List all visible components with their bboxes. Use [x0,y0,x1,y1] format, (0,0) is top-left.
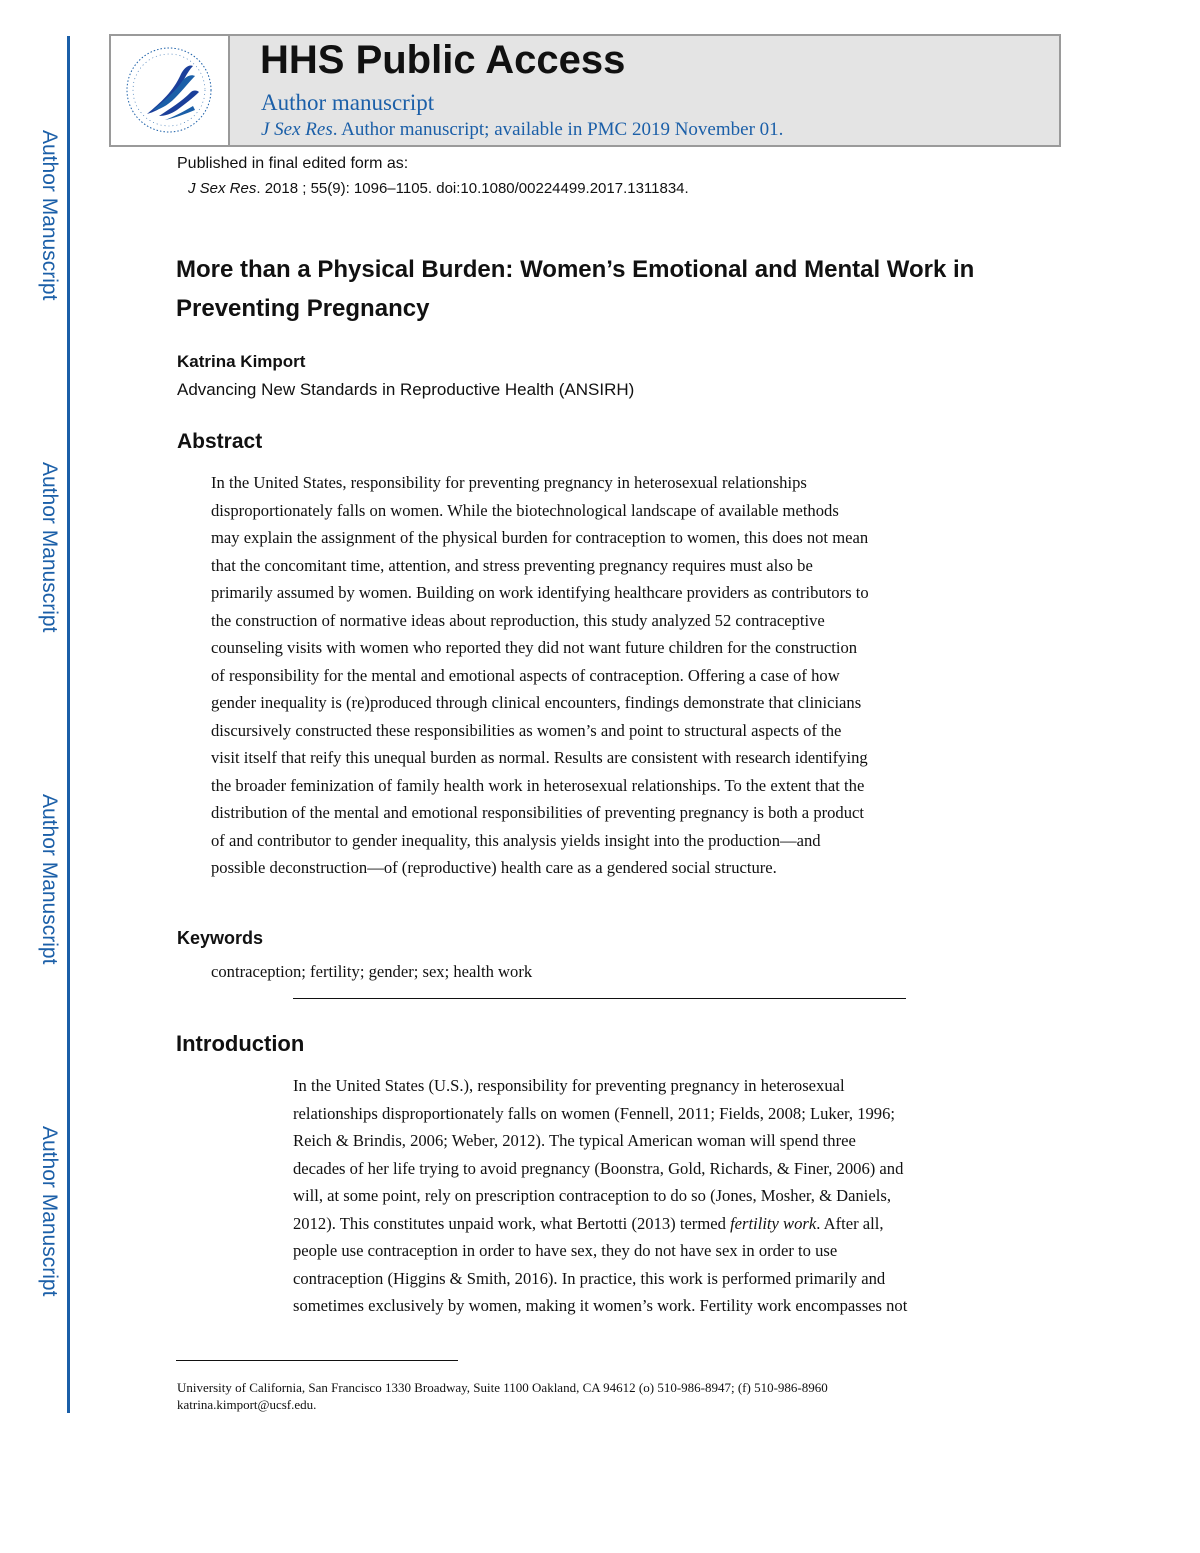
abstract-line: gender inequality is (re)produced through clinical encounters, findings demonstrate that clinicians [211,693,862,712]
intro-line: will, at some point, rely on prescription contraception to do so (Jones, Mosher, & Daniels, [293,1186,891,1205]
abstract-line: visit itself that reify this unequal burden as normal. Results are consistent with research identifying [211,748,868,767]
citation-details: . 2018 ; 55(9): 1096–1105. doi:10.1080/00224499.2017.1311834. [256,180,689,197]
sidebar-label: Author Manuscript [38,794,61,965]
footnote [177,1379,997,1413]
abstract-line: disproportionately falls on women. While the biotechnological landscape of available methods [211,500,839,520]
keywords-list: contraception; fertility; gender; sex; health work [211,962,533,981]
availability-text: . Author manuscript; available in PMC 2019 November 01. [332,119,784,140]
hhs-eagle-seal-icon [121,44,217,136]
sidebar-label: Author Manuscript [38,1126,61,1297]
abstract-line: may explain the assignment of the physical burden for contraception to women, this does not mean [211,528,869,547]
abstract-line: counseling visits with women who reported they did not want future children for the construction [211,638,858,657]
introduction-heading: Introduction [176,1031,305,1056]
abstract-heading: Abstract [177,430,263,453]
published-label: Published in final edited form as: [177,155,409,172]
intro-line: Reich & Brindis, 2006; Weber, 2012). The typical American woman will spend three [293,1131,856,1150]
abstract-line: In the United States, responsibility for preventing pregnancy in heterosexual relationships [211,473,807,492]
abstract-line: possible deconstruction—of (reproductive) health care as a gendered social structure. [211,858,777,877]
author-name: Katrina Kimport [177,352,306,371]
author-affiliation: Advancing New Standards in Reproductive Health (ANSIRH) [177,380,635,399]
intro-text-span: . After all, [816,1213,884,1233]
author-manuscript-label: Author manuscript [261,90,435,115]
abstract-line: that the concomitant time, attention, and stress preventing pregnancy requires must also be [211,555,813,575]
abstract-line: the construction of normative ideas about reproduction, this study analyzed 52 contraceptive [211,610,825,630]
citation [188,180,689,197]
intro-line: contraception (Higgins & Smith, 2016). In practice, this work is performed primarily and [293,1268,886,1288]
abstract-line: discursively constructed these responsibilities as women’s and point to structural aspects of the [211,720,842,740]
footnote-address: University of California, San Francisco 1330 Broadway, Suite 1100 Oakland, CA 94612 (o) 510-986-8947; (f) 510-986-8960 [177,1380,828,1395]
intro-line: decades of her life trying to avoid pregnancy (Boonstra, Gold, Richards, & Finer, 2006) and [293,1158,904,1178]
emphasized-term: fertility work [730,1213,817,1233]
logo-cell [111,36,230,145]
introduction-body [293,1072,1025,1320]
article-title: More than a Physical Burden: Women’s Emotional and Mental Work in Preventing Pregnancy [176,256,975,322]
footnote-email: katrina.kimport@ucsf.edu. [177,1397,317,1412]
intro-line: sometimes exclusively by women, making it women’s work. Fertility work encompasses not [293,1296,908,1315]
keywords-heading: Keywords [177,928,264,948]
hhs-title: HHS Public Access [260,38,626,82]
abstract-line: primarily assumed by women. Building on work identifying healthcare providers as contributors to [211,583,869,602]
intro-line: people use contraception in order to have sex, they do not have sex in order to use [293,1241,838,1260]
sidebar-label: Author Manuscript [38,462,61,633]
footnote-divider [176,1360,458,1361]
abstract-line: distribution of the mental and emotional responsibilities of preventing pregnancy is both a product [211,803,865,822]
sidebar-label: Author Manuscript [38,130,61,301]
citation-journal: J Sex Res [188,180,257,197]
abstract-line: of responsibility for the mental and emotional aspects of contraception. Offering a case of how [211,665,840,685]
section-divider [293,998,906,999]
intro-text-span: 2012). This constitutes unpaid work, what Bertotti (2013) termed [293,1213,731,1233]
abstract-body [211,469,991,882]
intro-line: relationships disproportionately falls on women (Fennell, 2011; Fields, 2008; Luker, 1996; [293,1103,896,1123]
abstract-line: the broader feminization of family health work in heterosexual relationships. To the extent that the [211,775,865,795]
journal-abbrev: J Sex Res [261,119,333,140]
intro-line: In the United States (U.S.), responsibility for preventing pregnancy in heterosexual [293,1076,845,1095]
intro-line [293,1210,1025,1238]
pmc-availability-line [261,119,783,141]
abstract-line: of and contributor to gender inequality, this analysis yields insight into the production—and [211,830,821,850]
hhs-header-banner [109,34,1061,147]
sidebar-rule [67,36,70,1413]
